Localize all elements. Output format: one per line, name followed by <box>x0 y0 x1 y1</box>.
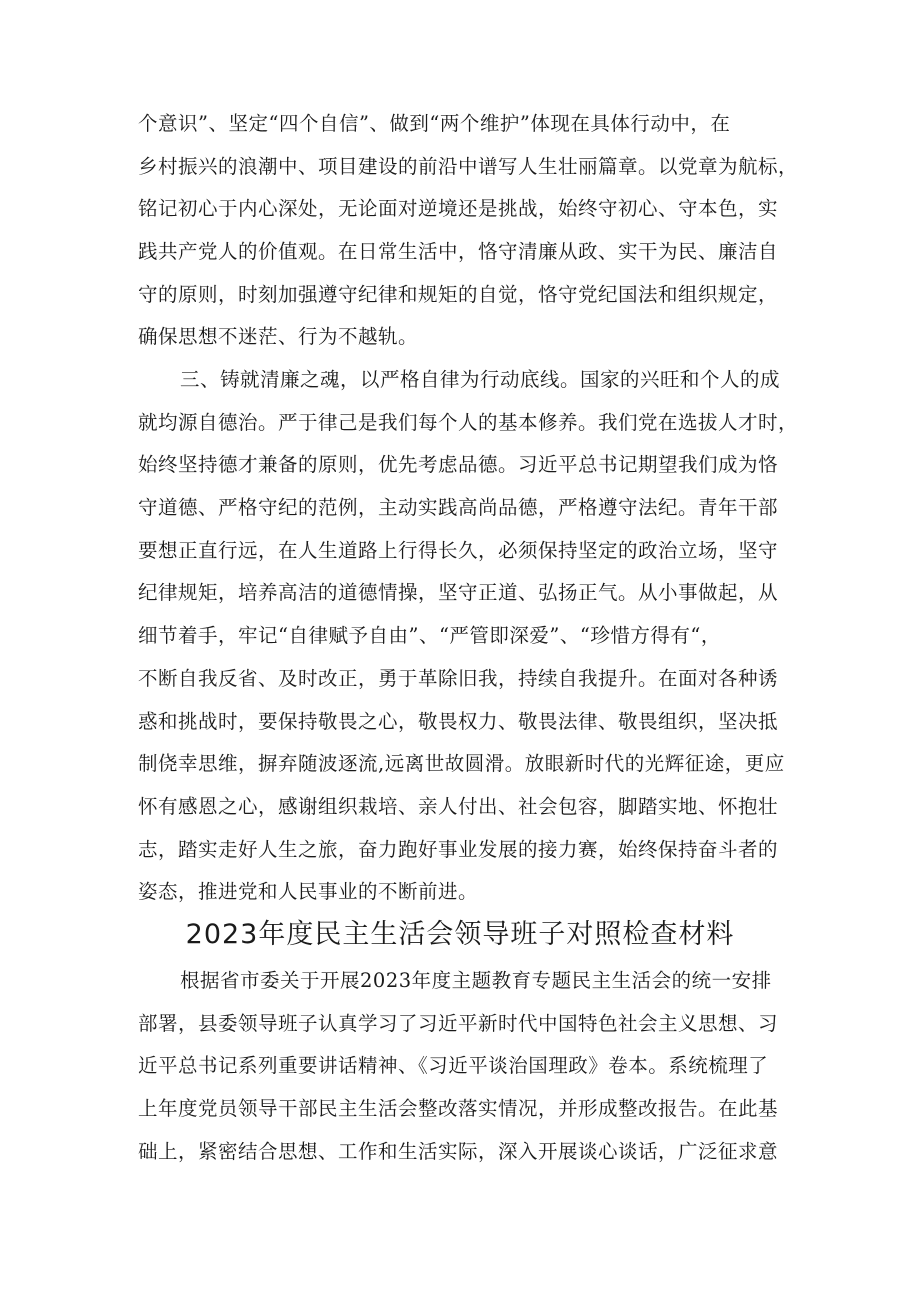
paragraph-line: 守道德、严格守纪的范例，主动实践高尚品德，严格遵守法纪。青年干部 <box>138 496 779 520</box>
paragraph-line: 要想正直行远，在人生道路上行得长久，必须保持坚定的政治立场，坚守 <box>138 538 779 562</box>
paragraph-line: 部署，县委领导班子认真学习了习近平新时代中国特色社会主义思想、习 <box>138 1011 779 1035</box>
paragraph-line: 近平总书记系列重要讲话精神、《习近平谈治国理政》卷本。系统梳理了 <box>138 1054 769 1078</box>
paragraph-line: 纪律规矩，培养高洁的道德情操，坚守正道、弘扬正气。从小事做起，从 <box>138 581 779 605</box>
paragraph-line: 根据省市委关于开展2023年度主题教育专题民主生活会的统一安排 <box>180 969 772 992</box>
paragraph-line: 守的原则，时刻加强遵守纪律和规矩的自觉，恪守党纪国法和组织规定， <box>138 282 779 306</box>
paragraph-line: 三、铸就清廉之魂，以严格自律为行动底线。国家的兴旺和个人的成 <box>180 368 781 391</box>
paragraph-line: 确保思想不迷茫、行为不越轨。 <box>138 325 419 349</box>
paragraph-2 <box>138 359 799 914</box>
paragraph-line: 始终坚持德才兼备的原则，优先考虑品德。习近平总书记期望我们成为恪 <box>138 453 779 477</box>
paragraph-line: 不断自我反省、及时改正，勇于革除旧我，持续自我提升。在面对各种诱 <box>138 666 779 690</box>
paragraph-line: 怀有感恩之心，感谢组织栽培、亲人付出、社会包容，脚踏实地、怀抱壮 <box>138 794 779 818</box>
paragraph-line: 惑和挑战时，要保持敬畏之心，敬畏权力、敬畏法律、敬畏组织，坚决抵 <box>138 709 779 733</box>
paragraph-line: 铭记初心于内心深处，无论面对逆境还是挑战，始终守初心、守本色，实 <box>138 197 779 221</box>
paragraph-line: 细节着手，牢记“自律赋予自由”、“严管即深爱”、“珍惜方得有“， <box>138 624 721 648</box>
paragraph-3 <box>138 960 788 1173</box>
paragraph-line: 志，踏实走好人生之旅，奋力跑好事业发展的接力赛，始终保持奋斗者的 <box>138 837 779 861</box>
paragraph-line: 乡村振兴的浪潮中、项目建设的前沿中谱写人生壮丽篇章。以党章为航标， <box>138 154 799 178</box>
paragraph-line: 个意识”、坚定“四个自信”、做到“两个维护”体现在具体行动中，在 <box>138 112 731 135</box>
paragraph-line: 践共产党人的价值观。在日常生活中，恪守清廉从政、实干为民、廉洁自 <box>138 240 779 264</box>
paragraph-line: 础上，紧密结合思想、工作和生活实际，深入开展谈心谈话，广泛征求意 <box>138 1139 779 1163</box>
paragraph-line: 姿态，推进党和人民事业的不断前进。 <box>138 880 479 904</box>
paragraph-1 <box>138 103 799 359</box>
paragraph-line: 就均源自德治。严于律己是我们每个人的基本修养。我们党在选拔人才时， <box>138 410 799 434</box>
document-title: 2023年度民主生活会领导班子对照检查材料 <box>185 919 735 950</box>
paragraph-line: 制侥幸思维，摒弃随波逐流,远离世故圆滑。放眼新时代的光辉征途，更应 <box>138 752 785 776</box>
paragraph-line: 上年度党员领导干部民主生活会整改落实情况，并形成整改报告。在此基 <box>138 1097 779 1121</box>
